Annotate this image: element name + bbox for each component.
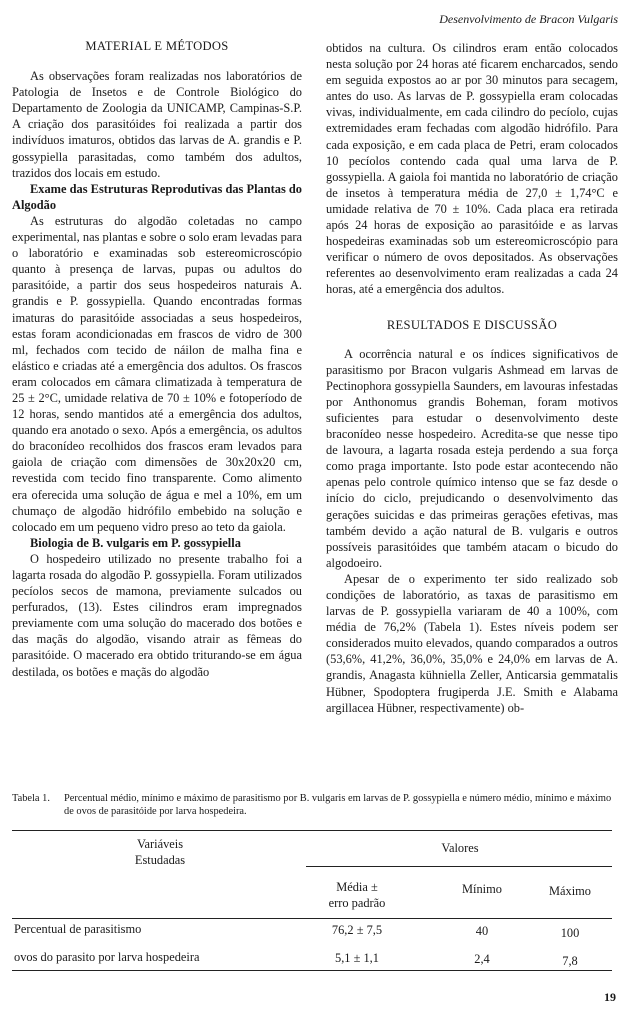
row-max: 7,8 xyxy=(562,954,578,968)
subheading-plant-structures: Exame das Estruturas Reprodutivas das Plantas do Algodão xyxy=(12,181,302,212)
section-title-methods: MATERIAL E MÉTODOS xyxy=(85,39,229,53)
row-max: 100 xyxy=(560,926,580,940)
paragraph-plant-structures: As estruturas do algodão coletadas no campo experimental, nas plantas e sobre o solo eram levadas para o laboratório e examinadas sob estereomicroscópio quanto à presença de larvas, pupas ou adultos do parasitóide, a partir dos seus hospedeiros naturais A. grandis e P. gossypiella. Quando encontradas formas imaturas do parasitóide associadas a seus hospedeiros, estas foram acondicionadas em frascos de vidro de 300 ml, fechados com tecido de náilon de malha fina e elástico e criadas até a emergência dos adultos. Os frascos eram colocados em câmara climatizada à temperatura de 25 ± 2°C, umidade relativa de 70 ± 10% e fotoperíodo de 12 horas, sendo mantidos até a emergência dos adultos, quando era anotado o sexo. Após a emergência, os adultos do braconídeo recolhidos dos frascos eram levados para gaiola de criação com dimensões de 30x20x20 cm, revestida com tecido fino transparente. Como alimento era oferecida uma solução de água e mel a 10%, em um chumaço de algodão hidrófilo embebido na solução e colocado em um pequeno vidro preso ao teto da gaiola. xyxy=(12,213,302,534)
row-mean: 76,2 ± 7,5 xyxy=(331,923,383,937)
table-caption xyxy=(12,793,612,818)
values-rule xyxy=(306,866,612,867)
paragraph-biology: O hospedeiro utilizado no presente trabalho foi a lagarta rosada do algodão P. gossypiella. Foram utilizados pecíolos secos de mamona, previamente sulcados ou perfurados, (13). Estes cilindros eram impregnados previamente com uma solução do macerado dos botões e das maçãs do algodão, visando atrair as fêmeas do parasitóide. O macerado era obtido triturando-se em água destilada, os botões e maçãs do algodão xyxy=(12,551,302,679)
row-label: Percentual de parasitismo xyxy=(14,922,142,936)
header-variables: Variáveis Estudadas xyxy=(134,837,186,867)
header-bottom-rule xyxy=(12,918,612,919)
page-number: 19 xyxy=(604,990,616,1004)
row-mean: 5,1 ± 1,1 xyxy=(335,951,379,965)
paragraph-results-1: A ocorrência natural e os índices significativos de parasitismo por Bracon vulgaris Ashmead em larvas de Pectinophora gossypiella Saunders, em lavouras infestadas por Anthonomus grandis Boheman, foram motivos suficientes para estudar o desenvolvimento deste braconídeo nesse hospedeiro. Acredita-se que nesse tipo de lavoura, a lagarta rosada esteja perdendo a sua força como praga importante. Isto pode estar acontecendo não apenas pelo controle químico intenso que se faz desde o início do ciclo, prejudicando o desenvolvimento das gerações suicidas e das primeiras gerações efetivas, mas também devido a ação natural de B. vulgaris e outros possíveis parasitóides que também atacam o bicudo do algodoeiro. xyxy=(326,346,618,570)
col-mean-header: Média ± erro padrão xyxy=(328,880,386,910)
table-top-rule xyxy=(12,830,612,831)
running-header: Desenvolvimento de Bracon Vulgaris xyxy=(439,12,618,26)
paragraph-results-2: Apesar de o experimento ter sido realizado sob condições de laboratório, as taxas de parasitismo em larvas de P. gossypiella variaram de 40 a 100%, com média de 76,2% (Tabela 1). Estes níveis podem ser considerados muito elevados, quando comparados a outros (53,6%, 41,2%, 36,0%, 35,0% e 24,0% em larvas de A. grandis, Anagasta kühniella Zeller, Anticarsia gemmatalis Hübner, Spodoptera frugiperda J.E. Smith e Alabama argillacea Hübner, respectivamente) ob- xyxy=(326,571,618,715)
table-caption-text: Percentual médio, mínimo e máximo de parasitismo por B. vulgaris em larvas de P. gossypiella e número médio, mínimo e máximo de ovos de parasitóide por larva hospedeira. xyxy=(64,793,612,817)
col-max-header: Máximo xyxy=(549,884,591,898)
paragraph-continued: obtidos na cultura. Os cilindros eram então colocados nesta solução por 24 horas até ficarem encharcados, sendo em seguida expostos ao ar por 30 minutos para secagem, antes do uso. As larvas de P. gossypiella eram colocadas vivas, individualmente, em cada cilindro do pecíolo, cujas extremidades eram fechadas com algodão hidrófilo. Para cada exposição, e em cada placa de Petri, eram colocados 10 pecíolos contendo cada qual uma larva de P. gossypiella. A gaiola foi mantida no laboratório de criação de insetos à temperatura média de 27,0 ± 1,74°C e umidade relativa de 70 ± 10%. Cada placa era retirada após 24 horas de exposição ao parasitóide e as larvas hospedeiras examinadas sob um estereomicroscópio para verificar o número de ovos depositados. As observações referentes ao desenvolvimento eram realizadas a cada 24 horas, até a emergência dos adultos. xyxy=(326,41,618,297)
right-column xyxy=(326,40,618,716)
col-min-header: Mínimo xyxy=(462,882,502,896)
table-label: Tabela 1. xyxy=(12,793,50,804)
subheading-biology: Biologia de B. vulgaris em P. gossypiella xyxy=(30,535,241,550)
row-min: 2,4 xyxy=(474,952,490,966)
row-min: 40 xyxy=(475,924,489,938)
header-values: Valores xyxy=(441,841,479,855)
paragraph-intro: As observações foram realizadas nos laboratórios de Patologia de Insetos e de Controle Biológico do Departamento de Zoologia da UNICAMP, Campinas-S.P. A criação dos parasitóides foi realizada a partir dos indivíduos imaturos, obtidos das larvas de A. grandis e P. gossypiella parasitadas, como também dos adultos, trazidos dos locais em estudo. xyxy=(12,69,302,180)
row-label: ovos do parasito por larva hospedeira xyxy=(14,950,200,964)
left-column xyxy=(12,38,302,680)
section-title-results: RESULTADOS E DISCUSSÃO xyxy=(386,317,558,332)
table-bottom-rule xyxy=(12,970,612,971)
